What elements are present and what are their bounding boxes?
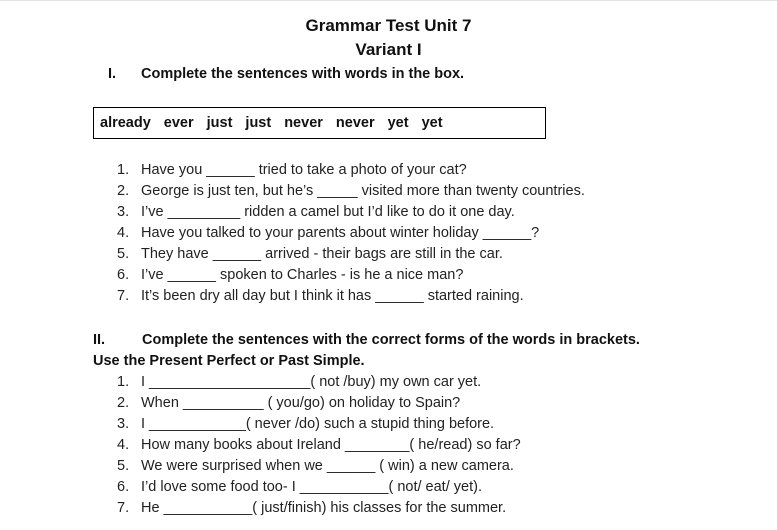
top-divider xyxy=(0,0,777,1)
box-word: already xyxy=(100,115,151,131)
word-box xyxy=(93,107,546,139)
section2-instruction: Complete the sentences with the correct forms of the words in brackets. xyxy=(142,332,640,348)
box-word: yet xyxy=(387,115,409,131)
page-subtitle: Variant I xyxy=(355,40,422,59)
list-item: 6. I’d love some food too- I ___________( not/ eat/ yet). xyxy=(117,479,482,495)
list-item: 7. He ___________( just/finish) his classes for the summer. xyxy=(117,500,507,516)
list-item: 3. I ____________( never /do) such a stupid thing before. xyxy=(117,416,495,432)
page-title: Grammar Test Unit 7 xyxy=(305,16,472,35)
list-item: 1. Have you ______ tried to take a photo of your cat? xyxy=(117,162,467,178)
section2-heading xyxy=(93,331,640,349)
list-item: 2. When __________ ( you/go) on holiday to Spain? xyxy=(117,395,461,411)
section1-instruction: Complete the sentences with words in the box. xyxy=(141,66,465,82)
box-word: yet xyxy=(421,115,443,131)
list-item: 5. They have ______ arrived - their bags are still in the car. xyxy=(117,246,503,262)
section2-instruction-2: Use the Present Perfect or Past Simple. xyxy=(93,353,365,369)
list-item: 2. George is just ten, but he’s _____ visited more than twenty countries. xyxy=(117,183,585,199)
list-item: 4. How many books about Ireland ________( he/read) so far? xyxy=(117,437,521,453)
section2-list xyxy=(93,372,521,519)
list-item: 1. I ____________________( not /buy) my own car yet. xyxy=(117,374,482,390)
section1-list xyxy=(93,160,585,307)
list-item: 6. I’ve ______ spoken to Charles - is he a nice man? xyxy=(117,267,464,283)
box-word: just xyxy=(245,115,272,131)
list-item: 4. Have you talked to your parents about winter holiday ______? xyxy=(117,225,540,241)
box-word: ever xyxy=(163,115,194,131)
section1-number: I. xyxy=(108,66,117,82)
box-word: just xyxy=(206,115,233,131)
list-item: 3. I’ve _________ ridden a camel but I’d like to do it one day. xyxy=(117,204,515,220)
section2-number: II. xyxy=(93,332,106,348)
section1-heading xyxy=(108,65,464,83)
list-item: 7. It’s been dry all day but I think it has ______ started raining. xyxy=(117,288,524,304)
list-item: 5. We were surprised when we ______ ( win) a new camera. xyxy=(117,458,514,474)
box-word: never xyxy=(335,115,375,131)
box-word: never xyxy=(284,115,323,131)
